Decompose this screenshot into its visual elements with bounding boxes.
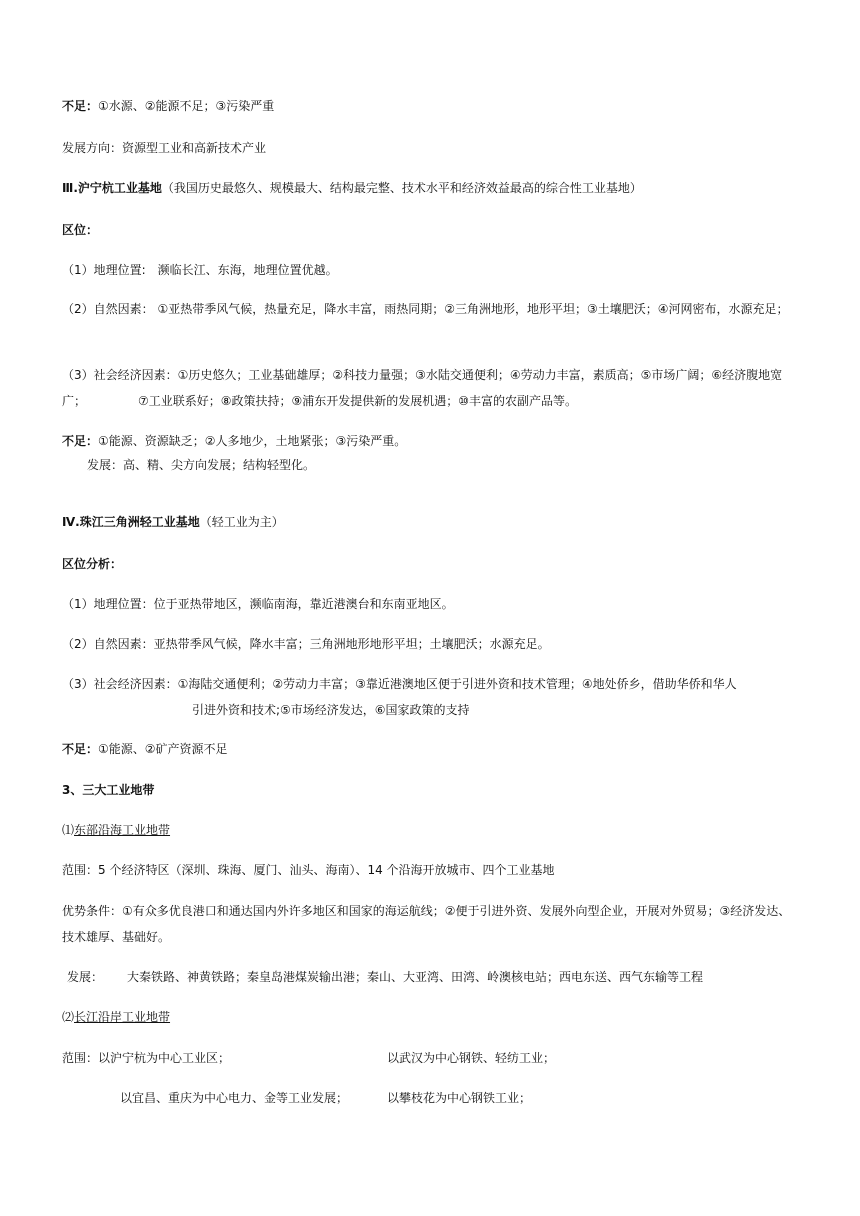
paragraph-development-1: 发展：高、精、尖方向发展；结构轻型化。 [87,458,316,472]
label-shortcomings-3: 不足： [62,742,99,756]
subheading-yangtze [62,1009,170,1025]
number-eastern-coastal: ⑴ [62,823,75,837]
label-location-analysis: 区位分析： [62,557,123,571]
heading-huningha [62,180,642,196]
label-development: 发展： [67,970,104,984]
subheading-eastern-coastal [62,822,170,838]
heading-huningha-title: Ⅲ.沪宁杭工业基地 [62,181,162,195]
paragraph-natural-factors-2: （2）自然因素：亚热带季风气候，降水丰富；三角洲地形地形平坦；土壤肥沃；水源充足。 [62,637,550,651]
paragraph-scope-2b: 以武汉为中心钢铁、轻纺工业； [387,1051,556,1065]
paragraph-development-2 [67,969,703,985]
heading-huningha-note: （我国历史最悠久、规模最大、结构最完整、技术水平和经济效益最高的综合性工业基地） [161,181,642,195]
title-yangtze: 长江沿岸工业地带 [74,1010,171,1024]
paragraph-scope-1: 范围：5 个经济特区（深圳、珠海、厦门、汕头、海南）、14 个沿海开放城市、四个工业基地 [62,863,555,877]
heading-three-industrial-belts: 3、三大工业地带 [62,783,155,797]
paragraph-scope-2d: 以攀枝花为中心钢铁工业； [387,1091,532,1105]
paragraph-socio-economic-2a: （3）社会经济因素：①海陆交通便利；②劳动力丰富；③靠近港澳地区便于引进外资和技术管理；④地处侨乡，借助华侨和华人 [62,677,737,691]
paragraph-socio-economic-1 [62,362,802,414]
paragraph-scope-2c: 以宜昌、重庆为中心电力、金等工业发展； [120,1091,349,1105]
text-socio-economic-1a: （3）社会经济因素：①历史悠久；工业基础雄厚；②科技力量强；③水陆交通便利；④劳动力丰富，素质高；⑤市场广阔；⑥经济腹地宽广； [62,368,783,408]
paragraph-shortcomings-3 [62,741,228,757]
text-development-2: 大秦铁路、神黄铁路；秦皇岛港煤炭输出港；秦山、大亚湾、田湾、岭澳核电站；西电东送、西气东输等工程 [127,970,704,984]
text-shortcomings-2: ①能源、资源缺乏；②人多地少，土地紧张；③污染严重。 [98,434,407,448]
heading-pearl-river [62,514,284,530]
paragraph-development-direction: 发展方向：资源型工业和高新技术产业 [62,141,267,155]
text-socio-economic-1b: ⑦工业联系好；⑧政策扶持；⑨浦东开发提供新的发展机遇；⑩丰富的农副产品等。 [138,394,578,408]
paragraph-natural-factors-1: （2）自然因素： ①亚热带季风气候，热量充足，降水丰富，雨热同期；②三角洲地形，地形平坦；③土壤肥沃；④河网密布，水源充足； [62,302,789,316]
paragraph-socio-economic-2b: 引进外资和技术;⑤市场经济发达，⑥国家政策的支持 [192,703,470,717]
number-yangtze: ⑵ [62,1010,75,1024]
paragraph-advantages: 优势条件：①有众多优良港口和通达国内外许多地区和国家的海运航线；②便于引进外资、发展外向型企业，开展对外贸易；③经济发达、技术雄厚、基础好。 [62,904,791,944]
paragraph-shortcomings-1 [62,98,274,114]
heading-pearl-river-note: （轻工业为主） [199,515,284,529]
title-eastern-coastal: 东部沿海工业地带 [74,823,171,837]
heading-pearl-river-title: Ⅳ.珠江三角洲轻工业基地 [62,515,200,529]
label-shortcomings: 不足： [62,99,99,113]
label-shortcomings-2: 不足： [62,434,99,448]
text-shortcomings-3: ①能源、②矿产资源不足 [98,742,228,756]
paragraph-scope-2a: 范围：以沪宁杭为中心工业区； [62,1051,231,1065]
paragraph-geo-position-2: （1）地理位置：位于亚热带地区，濒临南海，靠近港澳台和东南亚地区。 [62,597,454,611]
paragraph-shortcomings-2 [62,433,406,449]
paragraph-geo-position-1: （1）地理位置: 濒临长江、东海，地理位置优越。 [62,263,338,277]
label-location: 区位： [62,223,99,237]
text-shortcomings-1: ①水源、②能源不足；③污染严重 [98,99,275,113]
